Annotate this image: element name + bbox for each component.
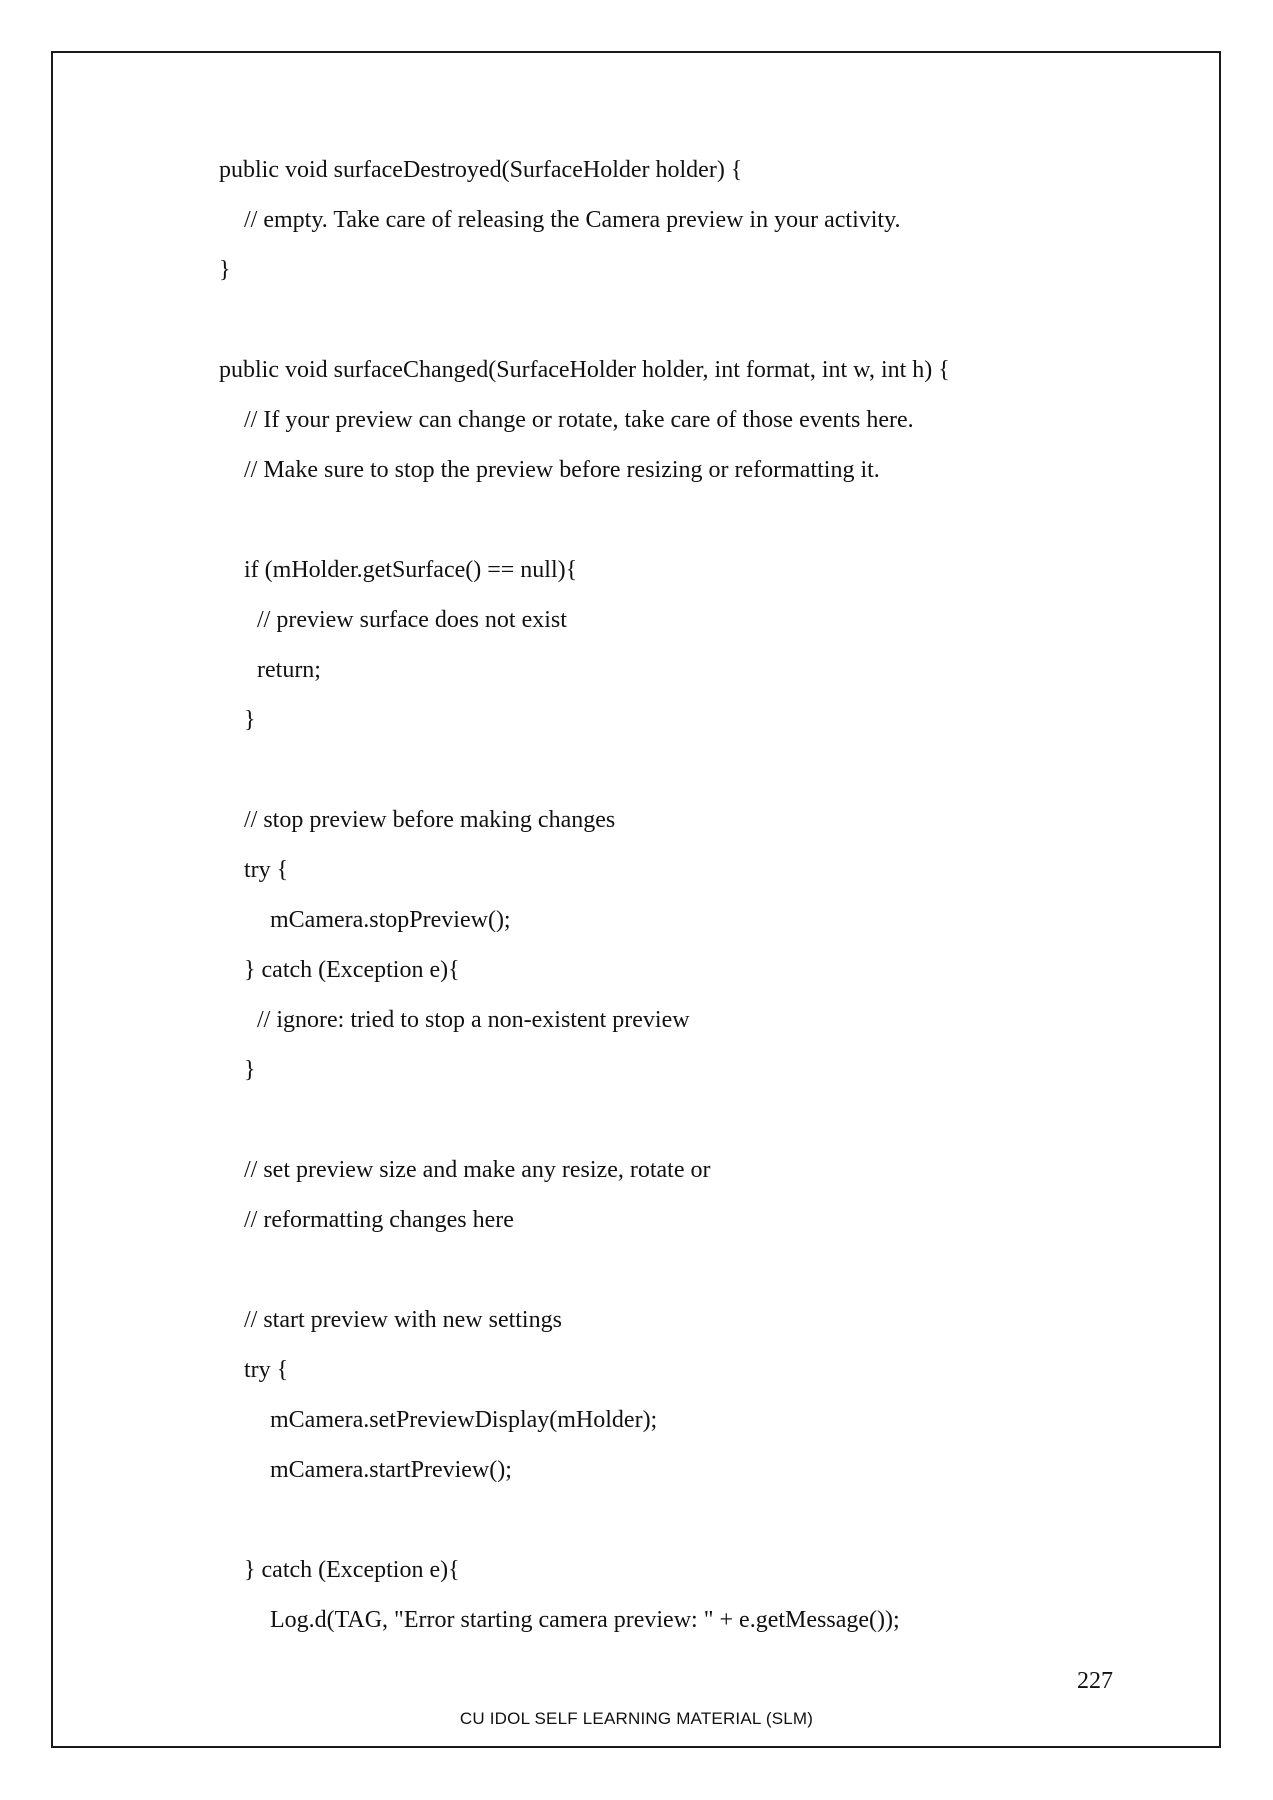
code-line: // reformatting changes here	[244, 1207, 514, 1233]
code-line: // preview surface does not exist	[257, 607, 567, 633]
code-line: // If your preview can change or rotate, take care of those events here.	[244, 407, 914, 433]
code-line: }	[244, 707, 256, 733]
code-line: // Make sure to stop the preview before resizing or reformatting it.	[244, 457, 880, 483]
page-border	[51, 51, 1221, 1748]
code-line: mCamera.setPreviewDisplay(mHolder);	[270, 1407, 658, 1433]
code-line: public void surfaceDestroyed(SurfaceHolder holder) {	[219, 157, 743, 183]
code-line: return;	[257, 657, 321, 683]
code-line: try {	[244, 857, 289, 883]
code-line: mCamera.startPreview();	[270, 1457, 512, 1483]
code-line: } catch (Exception e){	[244, 957, 460, 983]
code-line: }	[219, 257, 231, 283]
code-line: public void surfaceChanged(SurfaceHolder holder, int format, int w, int h) {	[219, 357, 950, 383]
code-line: }	[244, 1057, 256, 1083]
code-line: // empty. Take care of releasing the Camera preview in your activity.	[244, 207, 901, 233]
footer-text: CU IDOL SELF LEARNING MATERIAL (SLM)	[459, 1709, 814, 1728]
code-line: // ignore: tried to stop a non-existent preview	[257, 1007, 690, 1033]
code-line: } catch (Exception e){	[244, 1557, 460, 1583]
code-line: // stop preview before making changes	[244, 807, 616, 833]
code-line: // start preview with new settings	[244, 1307, 562, 1333]
code-line: mCamera.stopPreview();	[270, 907, 511, 933]
code-line: // set preview size and make any resize, rotate or	[244, 1157, 711, 1183]
code-line: Log.d(TAG, "Error starting camera preview: " + e.getMessage());	[270, 1607, 900, 1633]
code-line: if (mHolder.getSurface() == null){	[244, 557, 578, 583]
code-line: try {	[244, 1357, 289, 1383]
page-number: 227	[1077, 1668, 1113, 1694]
